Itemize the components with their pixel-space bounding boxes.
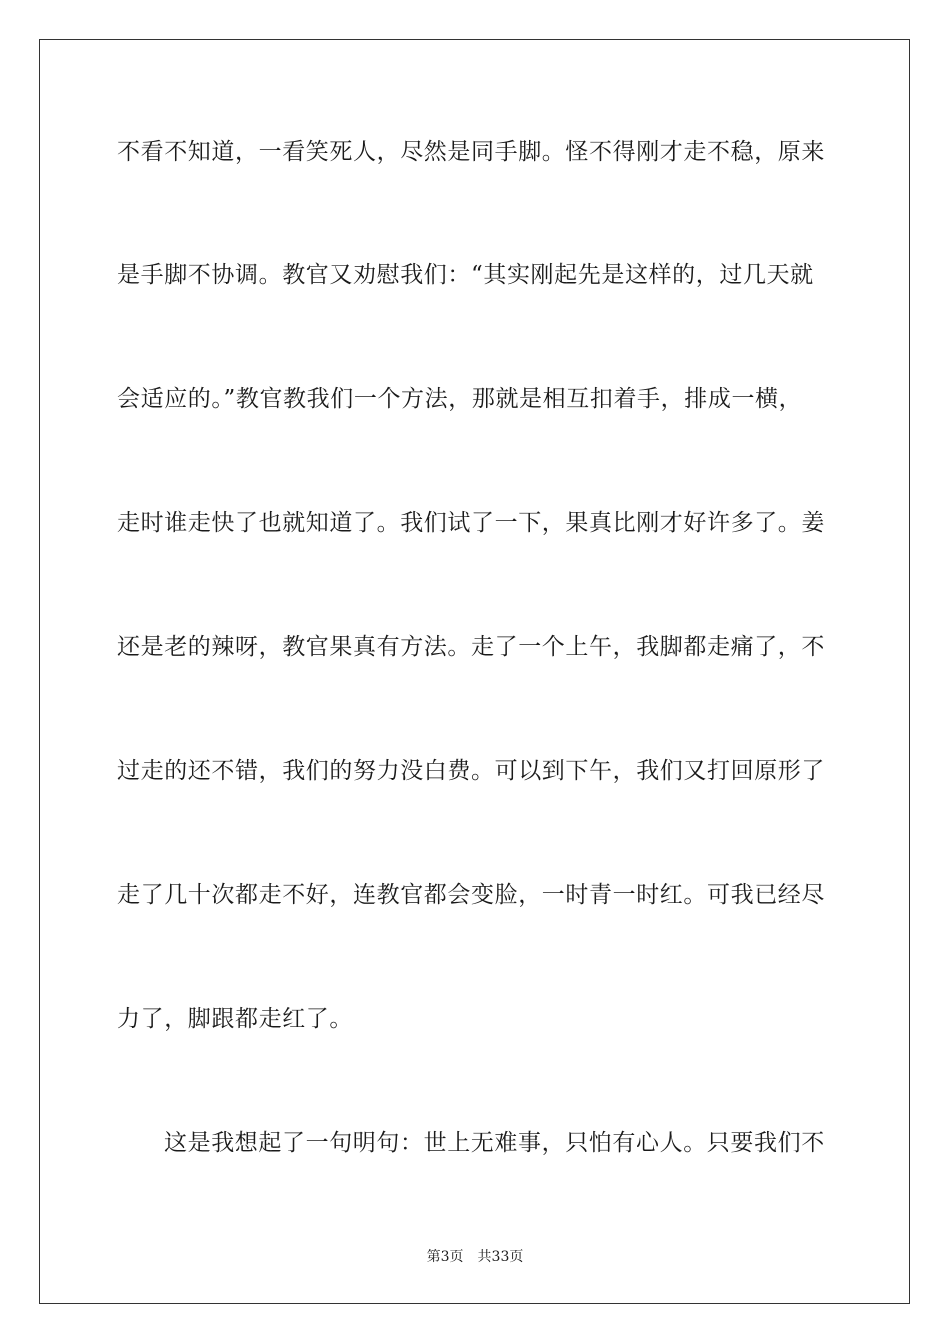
text-line: 还是老的辣呀，教官果真有方法。走了一个上午，我脚都走痛了，不 (117, 634, 825, 660)
text-line: 力了，脚跟都走红了。 (117, 1006, 353, 1032)
text-line: 不看不知道，一看笑死人，尽然是同手脚。怪不得刚才走不稳，原来 (117, 139, 825, 165)
page-number: 第3页 (426, 1249, 464, 1265)
page-border (39, 39, 910, 1304)
text-line: 过走的还不错，我们的努力没白费。可以到下午，我们又打回原形了 (117, 758, 825, 784)
page-footer (0, 1248, 950, 1266)
text-line: 走了几十次都走不好，连教官都会变脸，一时青一时红。可我已经尽 (117, 882, 825, 908)
text-line: 是手脚不协调。教官又劝慰我们：“其实刚起先是这样的，过几天就 (117, 262, 814, 288)
text-line: 走时谁走快了也就知道了。我们试了一下，果真比刚才好许多了。姜 (117, 510, 825, 536)
paragraph-first-line: 这是我想起了一句明句：世上无难事，只怕有心人。只要我们不 (164, 1130, 825, 1156)
text-line: 会适应的。”教官教我们一个方法，那就是相互扣着手，排成一横， (117, 386, 803, 412)
total-pages: 共33页 (477, 1249, 524, 1265)
